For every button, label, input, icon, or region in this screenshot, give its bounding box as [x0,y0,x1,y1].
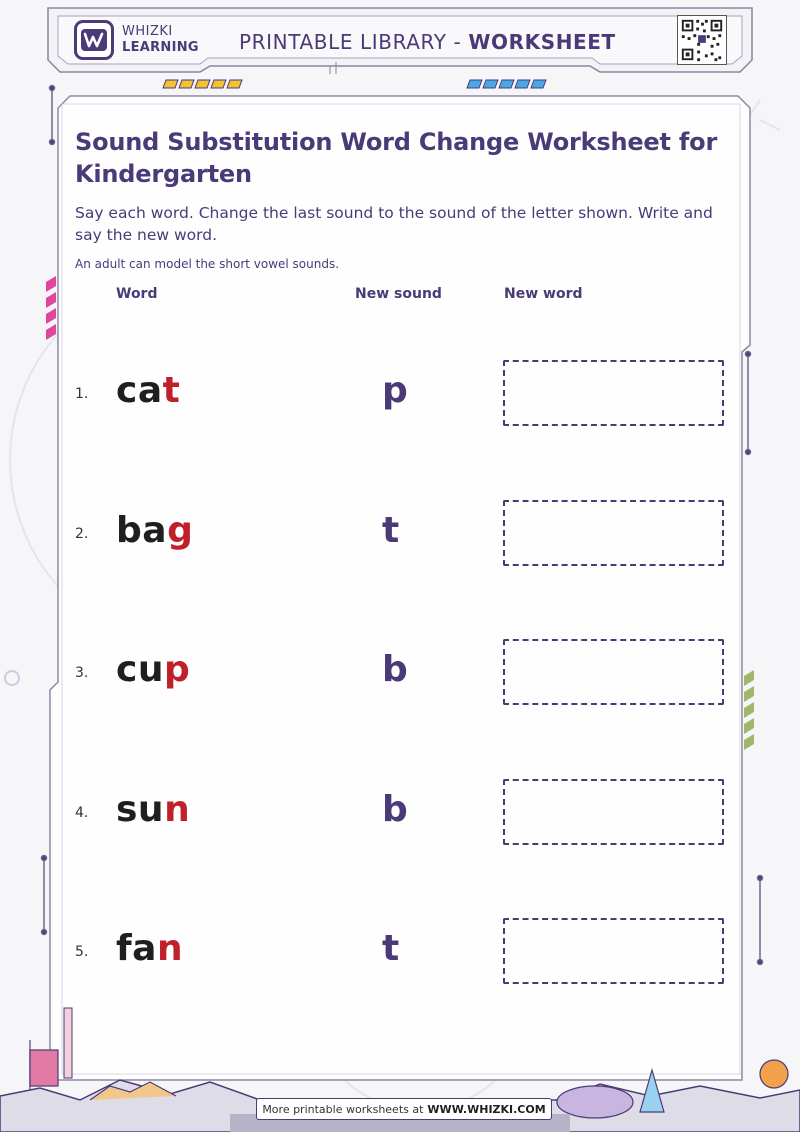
word-last-sound: n [164,789,191,830]
pink-stripes [46,276,56,340]
brand-line-2: LEARNING [122,40,199,55]
word [116,649,190,690]
exercise-row [0,918,800,988]
footer-banner [256,1098,552,1120]
new-word-answer-box[interactable] [503,779,724,845]
column-header-word: Word [116,286,158,302]
worksheet-title: Sound Substitution Word Change Worksheet for Kindergarten [75,128,718,188]
whizki-logo[interactable] [74,20,114,60]
blue-stripes [467,80,546,88]
exercise-row [0,500,800,570]
word-stem: ba [116,510,168,551]
new-sound: p [382,370,408,411]
word [116,370,180,411]
row-number: 1. [75,386,89,402]
new-word-answer-box[interactable] [503,918,724,984]
qr-code[interactable] [677,15,727,65]
instructions: Say each word. Change the last sound to the sound of the letter shown. Write and say the new word. [75,204,713,244]
library-title-prefix: PRINTABLE LIBRARY - [239,30,469,54]
exercise-row [0,779,800,849]
column-header-new-sound: New sound [355,286,442,302]
row-number: 3. [75,665,89,681]
word-last-sound: g [167,510,194,551]
exercise-row [0,639,800,709]
row-number: 2. [75,526,89,542]
new-word-answer-box[interactable] [503,639,724,705]
new-sound: t [382,510,400,551]
library-title-bold: WORKSHEET [468,30,616,54]
row-number: 4. [75,805,89,821]
word-last-sound: n [156,928,184,969]
brand-line-1: WHIZKI [122,24,173,39]
exercise-row [0,360,800,430]
library-title [239,30,616,54]
word-stem: ca [116,370,163,411]
footer-text: More printable worksheets at [262,1102,424,1116]
new-word-answer-box[interactable] [503,360,724,426]
word-last-sound: p [163,649,191,690]
new-word-answer-box[interactable] [503,500,724,566]
row-number: 5. [75,944,89,960]
brand-name [122,24,199,56]
word-stem: cu [116,649,164,690]
new-sound: t [382,928,400,969]
word [116,510,193,551]
new-sound: b [382,649,408,690]
new-sound: b [382,789,408,830]
adult-note: An adult can model the short vowel sounds. [75,257,340,271]
yellow-stripes [163,80,242,88]
footer-link[interactable]: WWW.WHIZKI.COM [427,1102,546,1116]
word [116,928,183,969]
word-stem: su [116,789,165,830]
word [116,789,190,830]
word-stem: fa [116,928,157,969]
word-last-sound: t [162,370,181,411]
w-logo-icon [81,29,107,51]
column-header-new-word: New word [504,286,583,302]
